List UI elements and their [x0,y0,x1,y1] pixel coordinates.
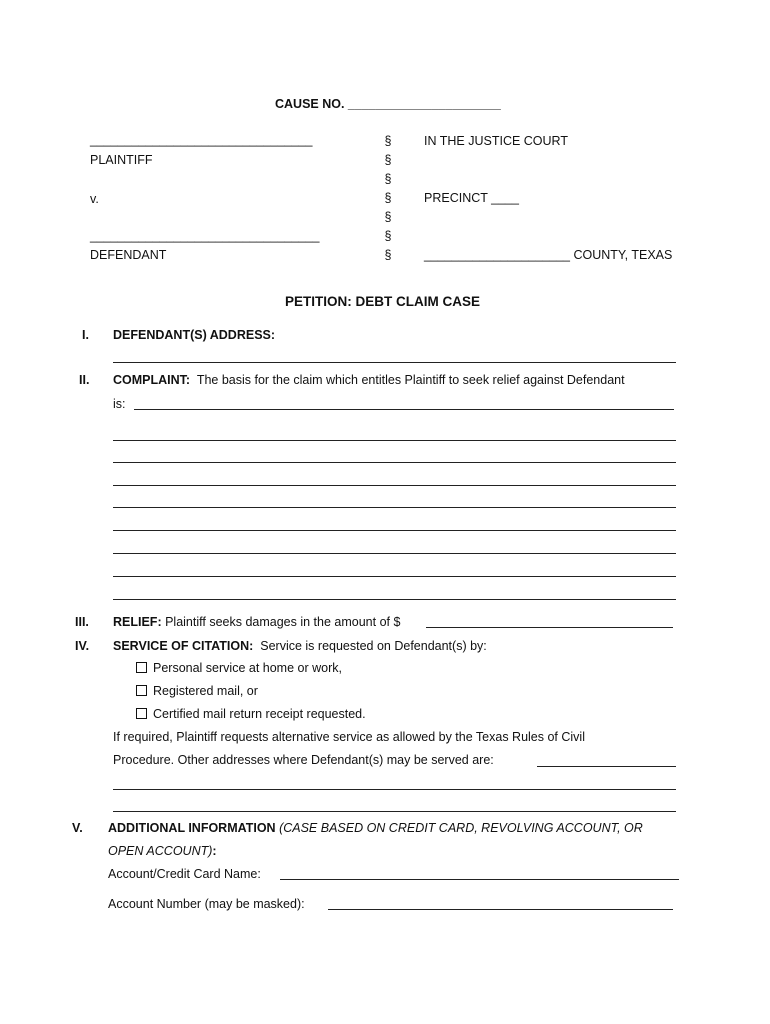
additional-info-note: OPEN ACCOUNT) [108,844,213,858]
complaint-line-field[interactable] [113,553,676,554]
complaint-line-field[interactable] [113,462,676,463]
relief-line [113,614,400,630]
other-address-field[interactable] [537,766,676,767]
section-symbol: § [384,134,392,148]
court-label: IN THE JUSTICE COURT [424,134,568,148]
section-symbol: § [384,153,392,167]
petition-title: PETITION: DEBT CLAIM CASE [285,294,480,309]
account-number-label: Account Number (may be masked): [108,897,305,911]
damages-amount-field[interactable] [426,627,673,628]
plaintiff-blank[interactable]: ________________________________ [90,133,313,147]
complaint-line [113,372,625,388]
section-heading: DEFENDANT(S) ADDRESS: [113,328,276,342]
complaint-line-field[interactable] [113,530,676,531]
section-heading: SERVICE OF CITATION: [113,639,254,653]
complaint-line-field[interactable] [134,409,674,410]
defendant-label: DEFENDANT [90,248,167,262]
section-symbol: § [384,229,392,243]
relief-text: Plaintiff seeks damages in the amount of $ [165,615,401,629]
section-numeral: II. [79,373,90,387]
section-heading: RELIEF: [113,615,162,629]
additional-info-line [108,820,643,836]
checkbox-icon[interactable] [136,685,147,696]
service-option-certified-mail[interactable] [136,706,366,722]
section-numeral: IV. [75,639,90,653]
other-addresses-text: Procedure. Other addresses where Defendant(s) may be served are: [113,753,494,767]
plaintiff-label: PLAINTIFF [90,153,153,167]
address-line[interactable] [113,362,676,363]
section-symbol: § [384,191,392,205]
account-name-label: Account/Credit Card Name: [108,867,261,881]
section-numeral: III. [75,615,89,629]
service-option-personal[interactable] [136,660,342,676]
checkbox-icon[interactable] [136,708,147,719]
other-address-field[interactable] [113,811,676,812]
other-address-field[interactable] [113,789,676,790]
section-symbol: § [384,248,392,262]
option-label: Certified mail return receipt requested. [153,707,366,721]
complaint-line-field[interactable] [113,507,676,508]
complaint-line-field[interactable] [113,440,676,441]
complaint-text: The basis for the claim which entitles Plaintiff to seek relief against Defendant [196,373,625,387]
versus-label: v. [90,192,99,206]
section-symbol: § [384,210,392,224]
additional-info-note: (CASE BASED ON CREDIT CARD, REVOLVING ACCOUNT, OR [279,821,643,835]
section-symbol: § [384,172,392,186]
additional-info-line-2 [108,843,217,859]
account-number-field[interactable] [328,909,673,910]
complaint-line-field[interactable] [113,576,676,577]
county-field[interactable]: _____________________ COUNTY, TEXAS [424,248,673,262]
section-heading: ADDITIONAL INFORMATION [108,821,276,835]
complaint-is-label: is: [113,397,126,411]
complaint-line-field[interactable] [113,599,676,600]
service-option-registered-mail[interactable] [136,683,258,699]
alternative-service-text: If required, Plaintiff requests alternative service as allowed by the Texas Rules of Civil [113,730,585,744]
account-name-field[interactable] [280,879,679,880]
service-line [113,638,487,654]
checkbox-icon[interactable] [136,662,147,673]
cause-number[interactable]: CAUSE NO. ______________________ [275,97,501,111]
service-text: Service is requested on Defendant(s) by: [260,639,487,653]
section-numeral: V. [72,821,83,835]
option-label: Personal service at home or work, [153,661,342,675]
option-label: Registered mail, or [153,684,258,698]
complaint-line-field[interactable] [113,485,676,486]
defendant-blank[interactable]: _________________________________ [90,229,320,243]
precinct-field[interactable]: PRECINCT ____ [424,191,519,205]
section-heading: COMPLAINT: [113,373,191,387]
colon: : [212,844,217,858]
section-numeral: I. [82,328,89,342]
